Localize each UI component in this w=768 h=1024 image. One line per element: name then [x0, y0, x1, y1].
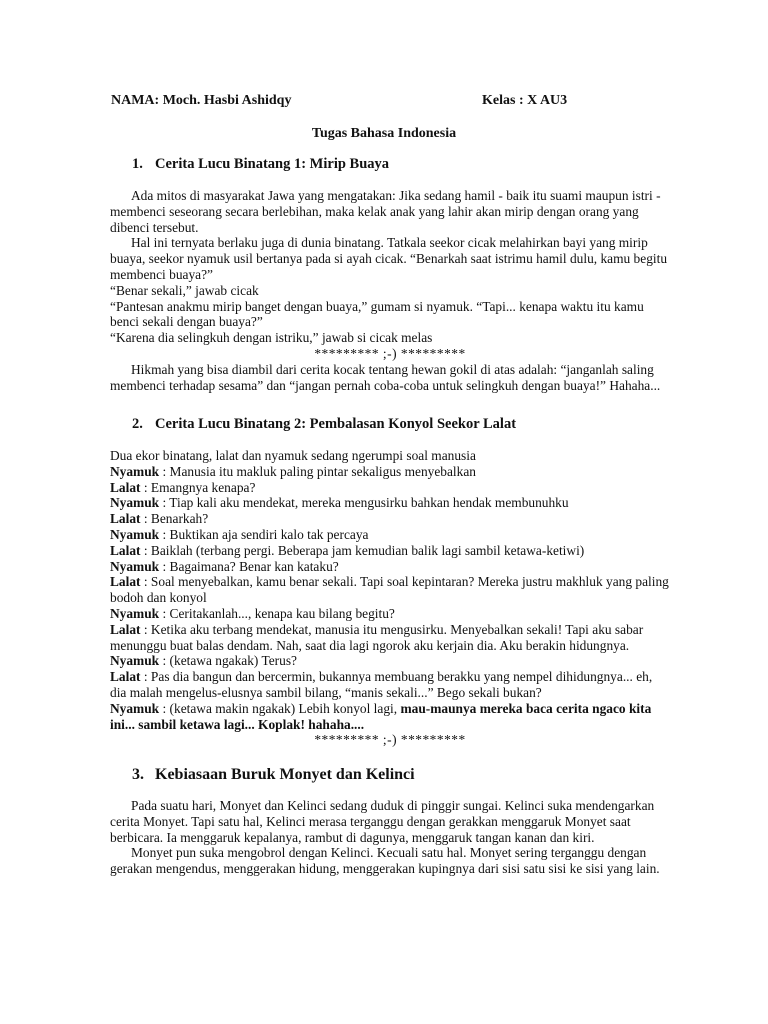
speaker: Lalat [110, 621, 141, 637]
speaker: Nyamuk [110, 653, 160, 669]
dialog-line [110, 606, 670, 622]
section-2-heading [132, 416, 516, 433]
dialog-text: : Emangnya kenapa? [140, 479, 256, 495]
dialog-line [110, 559, 670, 575]
section-3-number: 3. [132, 766, 144, 783]
dialog-line [110, 622, 670, 654]
dialog-line [110, 669, 670, 701]
section-3-heading [132, 766, 415, 784]
section-3-title: Kebiasaan Buruk Monyet dan Kelinci [155, 766, 415, 783]
section-2-number: 2. [132, 416, 143, 432]
student-class: Kelas : X AU3 [482, 93, 568, 108]
dialog-text: : (ketawa makin ngakak) Lebih konyol lagi, [159, 700, 401, 716]
dialog-bold-text: mau-maunya mereka baca cerita ngaco kita ini... sambil ketawa lagi... Koplak! hahaha.... [110, 700, 652, 732]
speaker: Nyamuk [110, 605, 160, 621]
paragraph: Monyet pun suka mengobrol dengan Kelinci. Kecuali satu hal. Monyet sering terganggu dengan gerakan mengendus, menggerakan hidung, menggerakan kupingnya dari sisi satu sisi ke sisi yang lain. [110, 845, 660, 877]
dialog-text: : Benarkah? [140, 511, 209, 527]
paragraph: Hal ini ternyata berlaku juga di dunia binatang. Tatkala seekor cicak melahirkan bayi yang mirip buaya, seekor nyamuk usil bertanya pada si ayah cicak. “Benarkah saat istrimu hamil dulu, kamu begitu membenci buaya?” [110, 235, 668, 282]
speaker: Lalat [110, 574, 141, 590]
dialog-text: : Ceritakanlah..., kenapa kau bilang begitu? [159, 605, 395, 621]
dialog-line [110, 480, 670, 496]
speaker: Lalat [110, 479, 141, 495]
paragraph: Hikmah yang bisa diambil dari cerita kocak tentang hewan gokil di atas adalah: “janganlah saling membenci terhadap sesama” dan “jangan pernah coba-coba untuk selingkuh dengan buaya!” Hahaha... [110, 361, 661, 393]
dialog-line: “Pantesan anakmu mirip banget dengan buaya,” gumam si nyamuk. “Tapi... kenapa waktu itu kamu benci sekali dengan buaya?” [110, 298, 644, 330]
dialog-line [110, 527, 670, 543]
section-2-body [110, 448, 670, 748]
paragraph: Pada suatu hari, Monyet dan Kelinci sedang duduk di pinggir sungai. Kelinci suka mendengarkan cerita Monyet. Tapi satu hal, Kelinci merasa terganggu dengan gerakkan menggaruk Monyet saat berbicara. Ia menggaruk kepalanya, rambut di dagunya, menggaruk tangan kanan dan kiri. [110, 798, 655, 845]
document-title: Tugas Bahasa Indonesia [311, 126, 457, 141]
dialog-line [110, 511, 670, 527]
dialog-text: : Soal menyebalkan, kamu benar sekali. Tapi soal kepintaran? Mereka justru makhluk yang paling bodoh dan konyol [110, 574, 669, 606]
student-name: NAMA: Moch. Hasbi Ashidqy [111, 93, 292, 108]
dialog-text: : Baiklah (terbang pergi. Beberapa jam kemudian balik lagi sambil ketawa-ketiwi) [140, 542, 585, 558]
speaker: Nyamuk [110, 526, 160, 542]
dialog-line [110, 495, 670, 511]
dialog-line [110, 574, 670, 606]
student-header [111, 93, 668, 109]
section-2-title: Cerita Lucu Binatang 2: Pembalasan Konyol Seekor Lalat [155, 416, 517, 432]
dialog-text: : Bagaimana? Benar kan kataku? [159, 558, 339, 574]
speaker: Lalat [110, 511, 141, 527]
section-1-heading [132, 156, 389, 173]
separator: ********* ;-) ********* [314, 732, 466, 748]
speaker: Lalat [110, 669, 141, 685]
dialog-line [110, 653, 670, 669]
dialog-line [110, 543, 670, 559]
dialog-text: : Ketika aku terbang mendekat, manusia itu mengusirku. Menyebalkan sekali! Tapi aku sabar menunggu buat balas dendam. Nah, saat dia lagi ngorok aku kerjain dia. Aku berakin hidungnya. [110, 621, 644, 653]
separator: ********* ;-) ********* [314, 345, 466, 361]
dialog-text: : Buktikan aja sendiri kalo tak percaya [159, 526, 369, 542]
dialog-text: : Manusia itu makluk paling pintar sekaligus menyebalkan [159, 463, 476, 479]
section-1-body [110, 188, 670, 393]
dialog-line: “Karena dia selingkuh dengan istriku,” jawab si cicak melas [110, 330, 433, 346]
dialog-text: : (ketawa ngakak) Terus? [159, 653, 297, 669]
dialog-text: : Tiap kali aku mendekat, mereka mengusirku bahkan hendak membunuhku [159, 495, 569, 511]
section-1-title: Cerita Lucu Binatang 1: Mirip Buaya [155, 156, 390, 172]
dialog-line [110, 701, 670, 733]
paragraph: Ada mitos di masyarakat Jawa yang mengatakan: Jika sedang hamil - baik itu suami maupun istri - membenci seseorang secara berlebihan, maka kelak anak yang lahir akan mirip dengan orang yang dibenci tersebut. [110, 188, 661, 235]
speaker: Nyamuk [110, 700, 160, 716]
speaker: Nyamuk [110, 495, 160, 511]
dialog-line [110, 464, 670, 480]
dialog-text: : Pas dia bangun dan bercermin, bukannya membuang berakku yang nempel dihidungnya... eh, dia malah mengelus-elusnya sambil bilang, “manis sekali...” Bego sekali bukan? [110, 669, 653, 700]
section-3-body [110, 798, 670, 877]
section-1-number: 1. [132, 156, 143, 172]
speaker: Nyamuk [110, 463, 160, 479]
dialog-line: “Benar sekali,” jawab cicak [110, 282, 259, 298]
intro-line: Dua ekor binatang, lalat dan nyamuk sedang ngerumpi soal manusia [110, 448, 476, 463]
speaker: Nyamuk [110, 558, 160, 574]
speaker: Lalat [110, 542, 141, 558]
